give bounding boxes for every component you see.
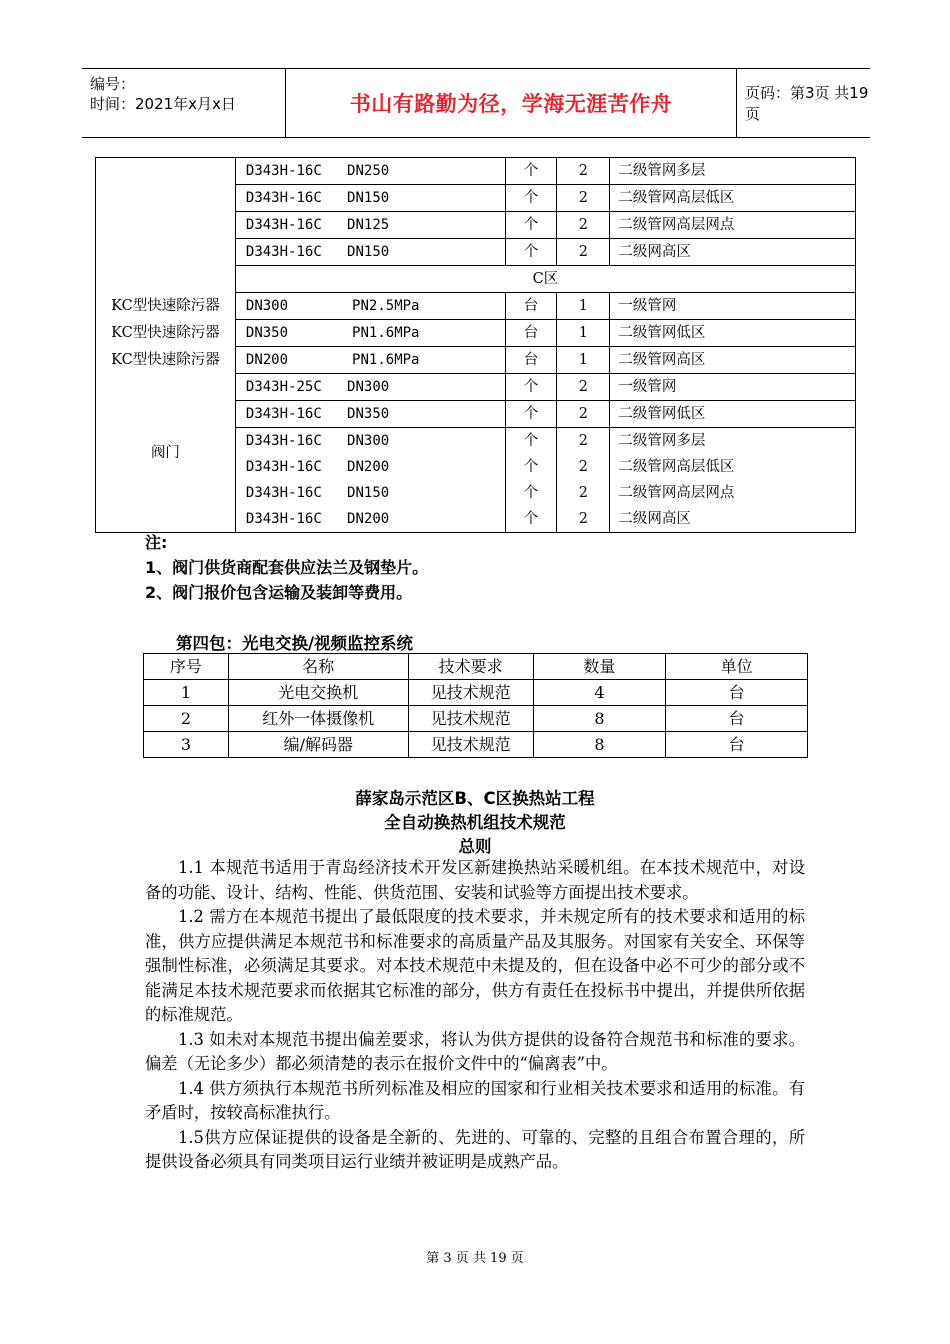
- note-2: 2、阀门报价包含运输及装卸等费用。: [145, 583, 413, 602]
- remark-cell: 二级管网高层网点: [610, 212, 856, 239]
- table-cell: 见技术规范: [408, 706, 533, 732]
- header-page-cell: [737, 69, 870, 137]
- spec-cell: D343H-16C: [245, 244, 322, 260]
- unit-cell: 台: [505, 347, 557, 374]
- qty-cell: 2: [557, 480, 610, 506]
- qty-cell: 1: [557, 293, 610, 320]
- serial-label: 编号：: [90, 75, 136, 93]
- header-motto-cell: [286, 69, 737, 137]
- time-label: 时间：2021年x月x日: [90, 95, 236, 113]
- remark-cell: 一级管网: [610, 374, 856, 401]
- body-text: [145, 856, 805, 1175]
- table-row: [96, 158, 856, 185]
- dn-cell: DN150: [347, 190, 390, 206]
- table-cell: 红外一体摄像机: [228, 706, 408, 732]
- spec-cell: D343H-16C: [245, 485, 322, 501]
- paragraph-1-2: 1.2 需方在本规范书提出了最低限度的技术要求，并未规定所有的技术要求和适用的标准，供方应提供满足本规范书和标准要求的高质量产品及其服务。对国家有关安全、环保等强制性标准，必须满足其要求。对本技术规范中未提及的，但在设备中必不可少的部分或不能满足本技术规范要求而依据其它标准的部分，供方有责任在投标书中提出，并提供所依据的标准规范。: [145, 907, 805, 1024]
- col-header: 名称: [228, 654, 408, 680]
- package-table: [143, 653, 808, 758]
- spec-cell: D343H-16C: [245, 217, 322, 233]
- table-row: [144, 680, 808, 706]
- remark-cell: 二级网高区: [610, 239, 856, 266]
- table-cell: 光电交换机: [228, 680, 408, 706]
- table-cell: 见技术规范: [408, 680, 533, 706]
- remark-cell: 二级管网高层网点: [610, 480, 856, 506]
- dn-cell: DN300: [347, 379, 390, 395]
- valve-table: [95, 157, 856, 533]
- unit-cell: 个: [505, 374, 557, 401]
- qty-cell: 2: [557, 401, 610, 428]
- spec-cell: D343H-16C: [245, 163, 322, 179]
- col-header: 技术要求: [408, 654, 533, 680]
- spec-cell: D343H-25C: [245, 379, 322, 395]
- table-row: [96, 293, 856, 320]
- table-cell: 3: [144, 732, 229, 758]
- paragraph-1-1: 1.1 本规范书适用于青岛经济技术开发区新建换热站采暖机组。在本技术规范中，对设备的功能、设计、结构、性能、供货范围、安装和试验等方面提出技术要求。: [145, 858, 805, 902]
- dn-cell: DN150: [347, 244, 390, 260]
- unit-cell: 个: [505, 428, 557, 455]
- name-cell: KC型快速除污器: [96, 347, 236, 374]
- spec-cell: D343H-16C: [245, 459, 322, 475]
- table-row: [96, 374, 856, 401]
- pn-cell: PN2.5MPa: [352, 298, 420, 314]
- name-cell: KC型快速除污器: [96, 320, 236, 347]
- unit-cell: 个: [505, 239, 557, 266]
- table-row: [144, 732, 808, 758]
- pn-cell: PN1.6MPa: [352, 325, 420, 341]
- qty-cell: 2: [557, 158, 610, 185]
- remark-cell: 二级管网高区: [610, 347, 856, 374]
- remark-cell: 二级管网多层: [610, 158, 856, 185]
- dn-cell: DN350: [245, 325, 289, 341]
- qty-cell: 2: [557, 454, 610, 480]
- dn-cell: DN200: [245, 352, 289, 368]
- col-header: 数量: [533, 654, 666, 680]
- remark-cell: 二级管网高层低区: [610, 185, 856, 212]
- remark-cell: 二级网高区: [610, 506, 856, 533]
- page-footer: 第 3 页 共 19 页: [426, 1251, 524, 1266]
- note-1: 1、阀门供货商配套供应法兰及钢垫片。: [145, 558, 429, 577]
- remark-cell: 二级管网多层: [610, 428, 856, 455]
- page-header: [82, 68, 870, 138]
- dn-cell: DN300: [245, 298, 289, 314]
- unit-cell: 个: [505, 454, 557, 480]
- qty-cell: 2: [557, 428, 610, 455]
- spec-cell: D343H-16C: [245, 433, 322, 449]
- unit-cell: 个: [505, 506, 557, 533]
- pn-cell: PN1.6MPa: [352, 352, 420, 368]
- table-cell: 1: [144, 680, 229, 706]
- qty-cell: 2: [557, 506, 610, 533]
- col-header: 序号: [144, 654, 229, 680]
- section-title-1: 薛家岛示范区B、C区换热站工程: [355, 789, 595, 808]
- paragraph-1-4: 1.4 供方须执行本规范书所列标准及相应的国家和行业相关技术要求和适用的标准。有矛盾时，按较高标准执行。: [145, 1078, 805, 1122]
- package-title: 第四包：光电交换/视频监控系统: [176, 634, 414, 653]
- header-meta: [82, 69, 286, 137]
- motto: 书山有路勤为径，学海无涯苦作舟: [349, 92, 673, 116]
- unit-cell: 个: [505, 480, 557, 506]
- table-cell: 台: [666, 680, 808, 706]
- remark-cell: 二级管网高层低区: [610, 454, 856, 480]
- qty-cell: 1: [557, 320, 610, 347]
- table-cell: 台: [666, 732, 808, 758]
- table-row: [144, 706, 808, 732]
- section-title-2: 全自动换热机组技术规范: [384, 813, 566, 832]
- qty-cell: 2: [557, 374, 610, 401]
- remark-cell: 二级管网低区: [610, 401, 856, 428]
- unit-cell: 台: [505, 293, 557, 320]
- spec-cell: D343H-16C: [245, 190, 322, 206]
- unit-cell: 个: [505, 212, 557, 239]
- dn-cell: DN300: [347, 433, 390, 449]
- qty-cell: 2: [557, 212, 610, 239]
- remark-cell: 一级管网: [610, 293, 856, 320]
- unit-cell: 台: [505, 320, 557, 347]
- name-cell: KC型快速除污器: [96, 293, 236, 320]
- unit-cell: 个: [505, 401, 557, 428]
- col-header: 单位: [666, 654, 808, 680]
- table-header-row: [144, 654, 808, 680]
- table-cell: 4: [533, 680, 666, 706]
- qty-cell: 1: [557, 347, 610, 374]
- section-title-3: 总则: [458, 837, 492, 856]
- zone-label: C区: [235, 266, 855, 293]
- dn-cell: DN200: [347, 511, 390, 527]
- unit-cell: 个: [505, 158, 557, 185]
- dn-cell: DN250: [347, 163, 390, 179]
- remark-cell: 二级管网低区: [610, 320, 856, 347]
- table-cell: 8: [533, 732, 666, 758]
- unit-cell: 个: [505, 185, 557, 212]
- notes-heading: 注:: [145, 533, 168, 552]
- spec-cell: D343H-16C: [245, 406, 322, 422]
- empty-name-cell: [96, 158, 236, 293]
- paragraph-1-5: 1.5供方应保证提供的设备是全新的、先进的、可靠的、完整的且组合布置合理的，所提供设备必须具有同类项目运行业绩并被证明是成熟产品。: [145, 1127, 805, 1171]
- dn-cell: DN150: [347, 485, 390, 501]
- dn-cell: DN350: [347, 406, 390, 422]
- table-cell: 台: [666, 706, 808, 732]
- valve-label: 阀门: [96, 374, 236, 533]
- table-cell: 见技术规范: [408, 732, 533, 758]
- spec-cell: D343H-16C: [245, 511, 322, 527]
- qty-cell: 2: [557, 185, 610, 212]
- table-cell: 编/解码器: [228, 732, 408, 758]
- table-row: [96, 320, 856, 347]
- paragraph-1-3: 1.3 如未对本规范书提出偏差要求，将认为供方提供的设备符合规范书和标准的要求。偏差（无论多少）都必须清楚的表示在报价文件中的“偏离表”中。: [145, 1029, 805, 1073]
- page-indicator: 页码：第3页 共19页: [745, 84, 869, 123]
- table-row: [96, 347, 856, 374]
- table-cell: 8: [533, 706, 666, 732]
- dn-cell: DN125: [347, 217, 390, 233]
- table-cell: 2: [144, 706, 229, 732]
- dn-cell: DN200: [347, 459, 390, 475]
- qty-cell: 2: [557, 239, 610, 266]
